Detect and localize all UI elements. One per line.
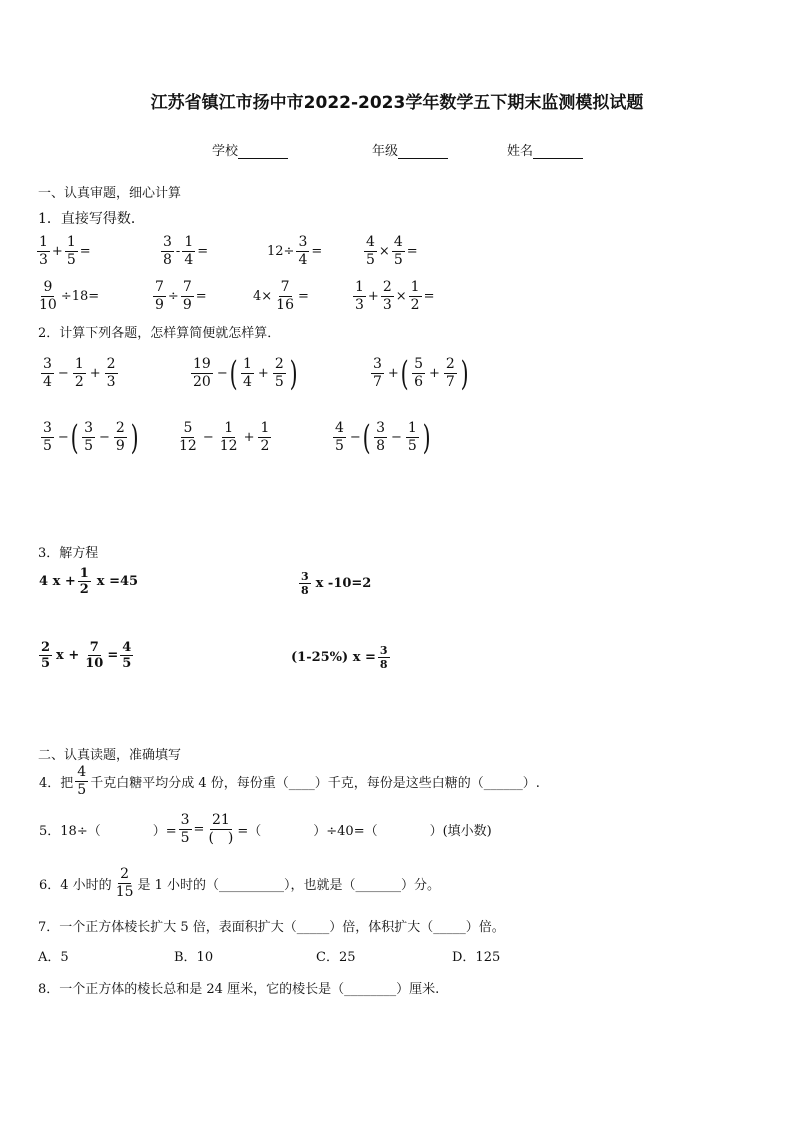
- q2-expression: $\frac{3}{5}$ − ( $\frac{3}{5}$ − $\frac{2}{9}$ ): [43, 417, 139, 458]
- q7-option-b: B．10: [174, 950, 214, 965]
- q1-item: 12÷ $\frac{3}{4}$ =: [267, 234, 323, 268]
- q2-expression: $\frac{4}{5}$ − ( $\frac{3}{8}$ − $\frac{1}{5}$ ): [335, 417, 431, 458]
- q1-item: $\frac{1}{3}$ + $\frac{2}{3}$ × $\frac{1}{2}$ =: [355, 279, 435, 313]
- q2-expression: $\frac{3}{4}$ − $\frac{1}{2}$ + $\frac{2}{3}$: [43, 356, 116, 390]
- q1-label: 1．直接写得数．: [38, 211, 145, 227]
- equation-3: $\frac{2}{5}$ x + $\frac{7}{10}$ = $\frac{4}{5}$: [41, 640, 132, 671]
- name-field: 姓名: [507, 140, 583, 159]
- q7-option-c: C．25: [316, 950, 356, 965]
- question-8: 8．一个正方体的棱长总和是 24 厘米，它的棱长是（________）厘米.: [38, 982, 440, 997]
- q2-expression: $\frac{5}{12}$ − $\frac{1}{12}$ + $\frac{1}{2}$: [179, 420, 270, 454]
- question-6: 6．4 小时的 $\frac{2}{15}$ 是 1 小时的（__________），也就是（_______）分。: [39, 866, 441, 900]
- q1-item: $\frac{4}{5}$ × $\frac{4}{5}$ =: [366, 234, 418, 268]
- section-1-heading: 一、认真审题，细心计算: [38, 186, 182, 201]
- question-5: 5．18÷（ ）= $\frac{3}{5}$ = $\frac{21}{( )}$ =（ ）÷40=（ ）(填小数): [39, 812, 492, 846]
- q2-expression: $\frac{3}{7}$ + ( $\frac{5}{6}$ + $\frac{2}{7}$ ): [373, 353, 469, 394]
- section-2-heading: 二、认真读题，准确填写: [38, 748, 182, 763]
- school-field: 学校: [212, 140, 288, 159]
- q1-item: $\frac{1}{3}$ + $\frac{1}{5}$ =: [39, 234, 91, 268]
- equation-1: 4 x + $\frac{1}{2}$ x =45: [39, 566, 139, 597]
- page-title: 江苏省镇江市扬中市2022-2023学年数学五下期末监测模拟试题: [150, 93, 644, 113]
- q1-item: $\frac{9}{10}$ ÷18=: [39, 279, 100, 313]
- q1-item: $\frac{7}{9}$ ÷ $\frac{7}{9}$ =: [155, 279, 207, 313]
- q1-item: $\frac{3}{8}$ - $\frac{1}{4}$ =: [163, 234, 209, 268]
- equation-4: (1-25%) x = $\frac{3}{8}$: [291, 644, 388, 671]
- equation-2: $\frac{3}{8}$ x -10=2: [301, 570, 372, 597]
- question-7: 7．一个正方体棱长扩大 5 倍，表面积扩大（_____）倍，体积扩大（_____）倍。: [38, 920, 505, 935]
- q1-item: 4× $\frac{7}{16}$ =: [253, 279, 309, 313]
- q7-option-a: A．5: [38, 950, 69, 965]
- q2-expression: $\frac{19}{20}$ − ( $\frac{1}{4}$ + $\frac{2}{5}$ ): [193, 353, 298, 394]
- q7-option-d: D．125: [452, 950, 501, 965]
- q3-label: 3．解方程: [38, 546, 99, 561]
- q2-label: 2．计算下列各题，怎样算简便就怎样算．: [38, 326, 281, 341]
- grade-field: 年级: [372, 140, 448, 159]
- question-4: 4．把 $\frac{4}{5}$ 千克白糖平均分成 4 份，每份重（____）千克，每份是这些白糖的（______）.: [39, 764, 540, 798]
